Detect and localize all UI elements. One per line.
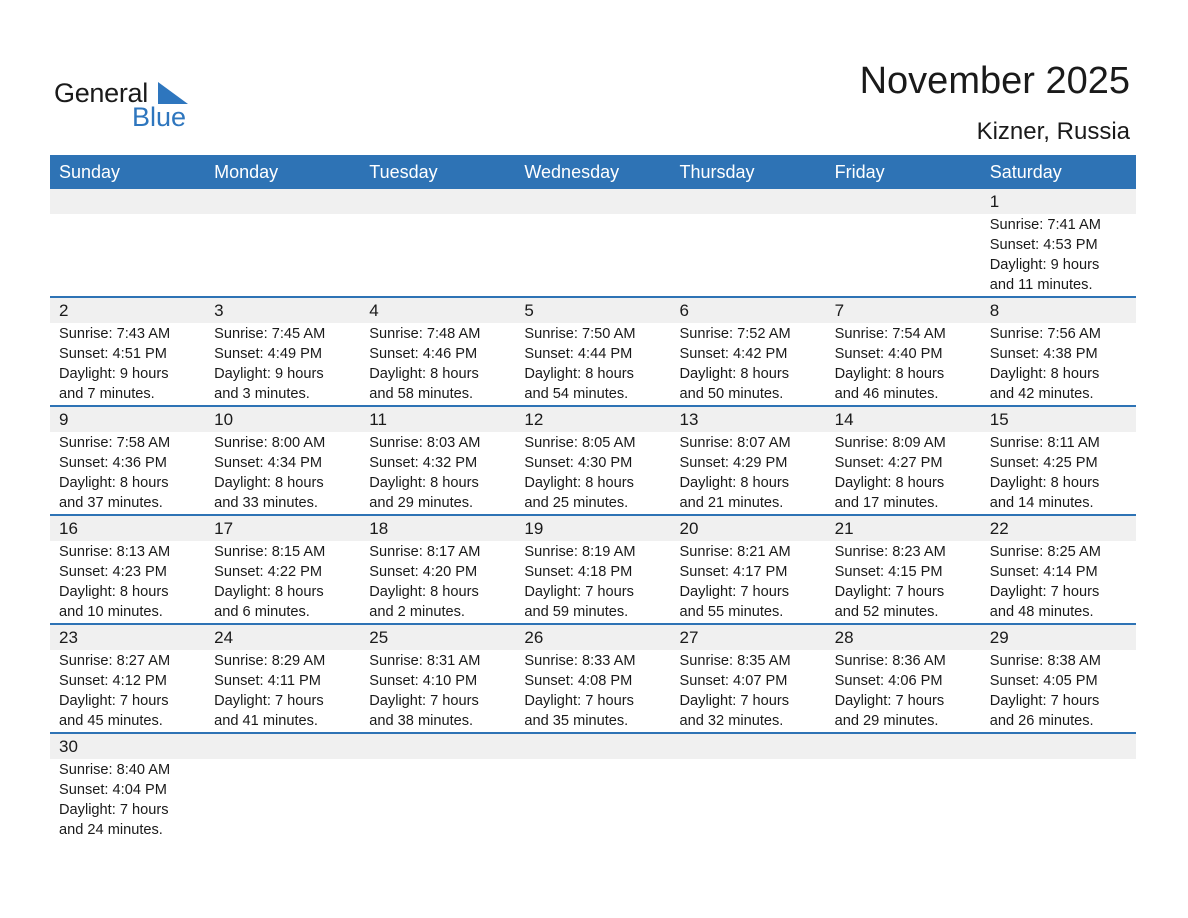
week-row [50, 623, 1136, 732]
day-number: 29 [989, 628, 1009, 647]
day-cell [50, 189, 205, 296]
daylight-duration: Daylight: 8 hours [989, 366, 1100, 382]
daylight-duration: Daylight: 8 hours [59, 475, 169, 491]
sunrise-time: Sunrise: 8:07 AM [679, 435, 791, 451]
daylight-duration: and 37 minutes. [59, 495, 163, 511]
sunrise-time: Sunrise: 8:25 AM [989, 544, 1101, 560]
daylight-duration: Daylight: 7 hours [679, 693, 790, 709]
sun-info [990, 433, 1136, 513]
day-number: 23 [59, 628, 78, 647]
sunrise-time: Sunrise: 8:09 AM [834, 435, 946, 451]
day-cell [205, 298, 360, 405]
sunrise-time: Sunrise: 7:50 AM [524, 326, 636, 342]
sun-info [59, 542, 205, 622]
sun-info [369, 651, 515, 731]
sun-info [59, 651, 205, 731]
daylight-duration: Daylight: 7 hours [834, 693, 945, 709]
day-number: 10 [214, 410, 234, 429]
sunset-time: Sunset: 4:10 PM [369, 673, 478, 689]
daylight-duration: and 45 minutes. [59, 713, 163, 729]
daylight-duration: and 33 minutes. [214, 495, 318, 511]
day-cell [50, 625, 205, 732]
day-cell [360, 625, 515, 732]
sunrise-time: Sunrise: 8:33 AM [524, 653, 636, 669]
daylight-duration: Daylight: 9 hours [59, 366, 169, 382]
sunset-time: Sunset: 4:34 PM [214, 455, 323, 471]
sun-info [524, 542, 670, 622]
sun-info [990, 215, 1136, 295]
day-cell [826, 189, 981, 296]
daylight-duration: and 2 minutes. [369, 604, 465, 620]
day-number: 3 [214, 301, 224, 320]
weekday-header-2: Tuesday [369, 162, 438, 182]
sunset-time: Sunset: 4:14 PM [989, 564, 1098, 580]
sunset-time: Sunset: 4:06 PM [834, 673, 943, 689]
daylight-duration: and 10 minutes. [59, 604, 163, 620]
weekday-header-6: Saturday [989, 162, 1062, 182]
sun-info [369, 433, 515, 513]
day-number [680, 734, 826, 759]
daylight-duration: Daylight: 8 hours [834, 366, 945, 382]
sunset-time: Sunset: 4:36 PM [59, 455, 167, 471]
sun-info [680, 542, 826, 622]
sunrise-time: Sunrise: 8:35 AM [679, 653, 791, 669]
sunset-time: Sunset: 4:27 PM [834, 455, 943, 471]
day-number: 26 [524, 628, 544, 647]
sunset-time: Sunset: 4:40 PM [834, 346, 943, 362]
day-cell [671, 189, 826, 296]
sunset-time: Sunset: 4:42 PM [679, 346, 788, 362]
sunset-time: Sunset: 4:38 PM [989, 346, 1098, 362]
day-cell [981, 734, 1136, 841]
week-row [50, 296, 1136, 405]
sun-info [835, 542, 981, 622]
sun-info [59, 760, 205, 840]
daylight-duration: and 48 minutes. [989, 604, 1094, 620]
daylight-duration: Daylight: 8 hours [369, 366, 479, 382]
day-number: 15 [989, 410, 1009, 429]
daylight-duration: Daylight: 8 hours [679, 475, 790, 491]
day-cell [826, 625, 981, 732]
daylight-duration: and 6 minutes. [214, 604, 310, 620]
day-cell [50, 298, 205, 405]
day-cell [826, 734, 981, 841]
day-number [214, 734, 360, 759]
logo-word-blue: Blue [132, 102, 187, 132]
daylight-duration: and 35 minutes. [524, 713, 629, 729]
daylight-duration: Daylight: 9 hours [214, 366, 324, 382]
daylight-duration: Daylight: 8 hours [834, 475, 945, 491]
sunrise-time: Sunrise: 8:40 AM [59, 762, 171, 778]
day-number: 4 [369, 301, 379, 320]
sunrise-time: Sunrise: 8:03 AM [369, 435, 481, 451]
daylight-duration: Daylight: 7 hours [989, 584, 1100, 600]
weekday-header-0: Sunday [59, 162, 121, 182]
daylight-duration: and 46 minutes. [834, 386, 939, 402]
day-number: 6 [679, 301, 689, 320]
daylight-duration: and 11 minutes. [989, 277, 1093, 293]
day-number: 28 [834, 628, 854, 647]
sunset-time: Sunset: 4:23 PM [59, 564, 167, 580]
sunset-time: Sunset: 4:05 PM [989, 673, 1098, 689]
day-cell [981, 625, 1136, 732]
sunset-time: Sunset: 4:08 PM [524, 673, 633, 689]
sunset-time: Sunset: 4:51 PM [59, 346, 167, 362]
day-cell [205, 625, 360, 732]
sunrise-time: Sunrise: 8:11 AM [989, 435, 1100, 451]
day-number [369, 189, 515, 214]
daylight-duration: and 59 minutes. [524, 604, 629, 620]
day-cell [671, 625, 826, 732]
daylight-duration: Daylight: 7 hours [59, 802, 169, 818]
day-number: 20 [679, 519, 699, 538]
sun-info [524, 651, 670, 731]
calendar-grid [50, 155, 1136, 841]
location-subtitle: Kizner, Russia [976, 118, 1130, 145]
day-cell [205, 407, 360, 514]
sun-info [214, 651, 360, 731]
daylight-duration: and 41 minutes. [214, 713, 318, 729]
day-cell [671, 298, 826, 405]
day-cell [515, 625, 670, 732]
daylight-duration: Daylight: 7 hours [524, 693, 634, 709]
day-number: 12 [524, 410, 544, 429]
sunrise-time: Sunrise: 8:31 AM [369, 653, 481, 669]
day-cell [981, 516, 1136, 623]
day-number: 8 [989, 301, 1000, 320]
sun-info [59, 433, 205, 513]
daylight-duration: and 29 minutes. [834, 713, 939, 729]
sunrise-time: Sunrise: 8:29 AM [214, 653, 326, 669]
page-title: November 2025 [859, 60, 1130, 102]
daylight-duration: and 24 minutes. [59, 822, 163, 838]
sun-info [990, 651, 1136, 731]
daylight-duration: and 7 minutes. [59, 386, 155, 402]
sunrise-time: Sunrise: 8:21 AM [679, 544, 791, 560]
sun-info [214, 324, 360, 404]
daylight-duration: and 52 minutes. [834, 604, 939, 620]
sunset-time: Sunset: 4:07 PM [679, 673, 788, 689]
sunrise-time: Sunrise: 8:00 AM [214, 435, 326, 451]
day-cell [360, 516, 515, 623]
day-cell [515, 407, 670, 514]
daylight-duration: and 32 minutes. [679, 713, 784, 729]
day-cell [981, 189, 1136, 296]
sunrise-time: Sunrise: 7:56 AM [989, 326, 1101, 342]
day-cell [205, 189, 360, 296]
daylight-duration: and 54 minutes. [524, 386, 629, 402]
daylight-duration: Daylight: 8 hours [214, 475, 324, 491]
sunrise-time: Sunrise: 8:15 AM [214, 544, 326, 560]
sun-info [214, 542, 360, 622]
day-cell [205, 516, 360, 623]
daylight-duration: and 55 minutes. [679, 604, 784, 620]
daylight-duration: Daylight: 7 hours [524, 584, 634, 600]
sun-info [680, 651, 826, 731]
daylight-duration: Daylight: 8 hours [59, 584, 169, 600]
daylight-duration: and 58 minutes. [369, 386, 474, 402]
sunset-time: Sunset: 4:22 PM [214, 564, 323, 580]
sunrise-time: Sunrise: 8:17 AM [369, 544, 481, 560]
day-number [524, 734, 670, 759]
sunrise-time: Sunrise: 7:58 AM [59, 435, 171, 451]
day-number: 11 [369, 410, 387, 429]
daylight-duration: Daylight: 7 hours [834, 584, 945, 600]
sunset-time: Sunset: 4:20 PM [369, 564, 478, 580]
sun-info [680, 433, 826, 513]
sunset-time: Sunset: 4:44 PM [524, 346, 633, 362]
day-number: 7 [834, 301, 845, 320]
week-row [50, 732, 1136, 841]
sunrise-time: Sunrise: 8:13 AM [59, 544, 171, 560]
sunset-time: Sunset: 4:32 PM [369, 455, 478, 471]
daylight-duration: and 3 minutes. [214, 386, 310, 402]
sunset-time: Sunset: 4:17 PM [679, 564, 788, 580]
day-cell [826, 516, 981, 623]
day-number: 14 [834, 410, 854, 429]
sunrise-time: Sunrise: 8:36 AM [834, 653, 946, 669]
sunrise-time: Sunrise: 8:19 AM [524, 544, 636, 560]
week-row [50, 514, 1136, 623]
day-number [835, 734, 981, 759]
daylight-duration: Daylight: 9 hours [989, 257, 1100, 273]
sunset-time: Sunset: 4:15 PM [834, 564, 943, 580]
daylight-duration: Daylight: 8 hours [369, 584, 479, 600]
day-cell [515, 298, 670, 405]
sun-info [369, 324, 515, 404]
calendar-weeks [50, 189, 1136, 841]
daylight-duration: Daylight: 8 hours [524, 366, 634, 382]
sun-info [835, 433, 981, 513]
day-number [524, 189, 670, 214]
daylight-duration: Daylight: 7 hours [369, 693, 479, 709]
sun-info [680, 324, 826, 404]
day-number: 17 [214, 519, 234, 538]
sunset-time: Sunset: 4:30 PM [524, 455, 633, 471]
day-number: 24 [214, 628, 234, 647]
day-cell [515, 734, 670, 841]
day-cell [360, 189, 515, 296]
weekday-header-4: Thursday [679, 162, 755, 182]
daylight-duration: Daylight: 8 hours [989, 475, 1100, 491]
day-cell [515, 189, 670, 296]
sunrise-time: Sunrise: 8:23 AM [834, 544, 946, 560]
day-number: 5 [524, 301, 534, 320]
sunrise-time: Sunrise: 7:43 AM [59, 326, 171, 342]
daylight-duration: and 42 minutes. [989, 386, 1094, 402]
sunset-time: Sunset: 4:49 PM [214, 346, 323, 362]
daylight-duration: and 29 minutes. [369, 495, 474, 511]
daylight-duration: Daylight: 8 hours [214, 584, 324, 600]
weekday-header-1: Monday [214, 162, 279, 182]
sunrise-time: Sunrise: 7:54 AM [834, 326, 946, 342]
day-number [990, 734, 1136, 759]
sunset-time: Sunset: 4:18 PM [524, 564, 633, 580]
day-number: 22 [989, 519, 1009, 538]
sunset-time: Sunset: 4:11 PM [214, 673, 321, 689]
day-cell [205, 734, 360, 841]
sunrise-time: Sunrise: 7:45 AM [214, 326, 326, 342]
sun-info [990, 324, 1136, 404]
sunrise-time: Sunrise: 8:38 AM [989, 653, 1101, 669]
day-number: 13 [679, 410, 699, 429]
sunset-time: Sunset: 4:46 PM [369, 346, 478, 362]
sunrise-time: Sunrise: 8:05 AM [524, 435, 636, 451]
daylight-duration: Daylight: 7 hours [989, 693, 1100, 709]
sun-info [524, 324, 670, 404]
day-cell [981, 298, 1136, 405]
general-blue-logo [54, 78, 194, 130]
day-number: 9 [59, 410, 69, 429]
sun-info [990, 542, 1136, 622]
day-number: 1 [989, 192, 1000, 211]
daylight-duration: Daylight: 8 hours [369, 475, 479, 491]
daylight-duration: and 26 minutes. [989, 713, 1094, 729]
day-number: 30 [59, 737, 78, 756]
daylight-duration: and 14 minutes. [989, 495, 1094, 511]
day-number [214, 189, 360, 214]
daylight-duration: and 50 minutes. [679, 386, 784, 402]
sunset-time: Sunset: 4:53 PM [989, 237, 1098, 253]
day-cell [981, 407, 1136, 514]
day-number [835, 189, 981, 214]
day-cell [671, 516, 826, 623]
sunset-time: Sunset: 4:25 PM [989, 455, 1098, 471]
sunrise-time: Sunrise: 7:41 AM [989, 217, 1101, 233]
day-number: 21 [834, 519, 854, 538]
sunset-time: Sunset: 4:12 PM [59, 673, 167, 689]
daylight-duration: Daylight: 7 hours [214, 693, 324, 709]
day-cell [826, 298, 981, 405]
daylight-duration: Daylight: 7 hours [59, 693, 169, 709]
logo-triangle-icon [158, 82, 188, 104]
weekday-header-3: Wednesday [524, 162, 620, 182]
sun-info [214, 433, 360, 513]
day-cell [826, 407, 981, 514]
sun-info [524, 433, 670, 513]
sun-info [59, 324, 205, 404]
sun-info [835, 651, 981, 731]
day-cell [671, 407, 826, 514]
day-cell [50, 734, 205, 841]
day-cell [360, 298, 515, 405]
sunset-time: Sunset: 4:29 PM [679, 455, 788, 471]
day-cell [671, 734, 826, 841]
daylight-duration: and 21 minutes. [679, 495, 784, 511]
logo-word-general: General [54, 78, 148, 108]
day-number: 27 [679, 628, 699, 647]
sunset-time: Sunset: 4:04 PM [59, 782, 167, 798]
day-number: 19 [524, 519, 544, 538]
daylight-duration: and 38 minutes. [369, 713, 474, 729]
sunrise-time: Sunrise: 8:27 AM [59, 653, 171, 669]
week-row [50, 189, 1136, 296]
daylight-duration: and 25 minutes. [524, 495, 629, 511]
day-number [369, 734, 515, 759]
sun-info [835, 324, 981, 404]
sunrise-time: Sunrise: 7:52 AM [679, 326, 791, 342]
daylight-duration: Daylight: 8 hours [524, 475, 634, 491]
day-cell [50, 407, 205, 514]
day-number: 18 [369, 519, 389, 538]
day-cell [360, 734, 515, 841]
day-number [680, 189, 826, 214]
daylight-duration: and 17 minutes. [834, 495, 939, 511]
day-cell [515, 516, 670, 623]
weekday-header-row [50, 155, 1136, 189]
day-number [59, 189, 205, 214]
day-cell [50, 516, 205, 623]
sunrise-time: Sunrise: 7:48 AM [369, 326, 481, 342]
week-row [50, 405, 1136, 514]
weekday-header-5: Friday [834, 162, 885, 182]
day-number: 16 [59, 519, 78, 538]
day-number: 25 [369, 628, 389, 647]
sun-info [369, 542, 515, 622]
daylight-duration: Daylight: 7 hours [679, 584, 790, 600]
daylight-duration: Daylight: 8 hours [679, 366, 790, 382]
day-number: 2 [59, 301, 69, 320]
day-cell [360, 407, 515, 514]
